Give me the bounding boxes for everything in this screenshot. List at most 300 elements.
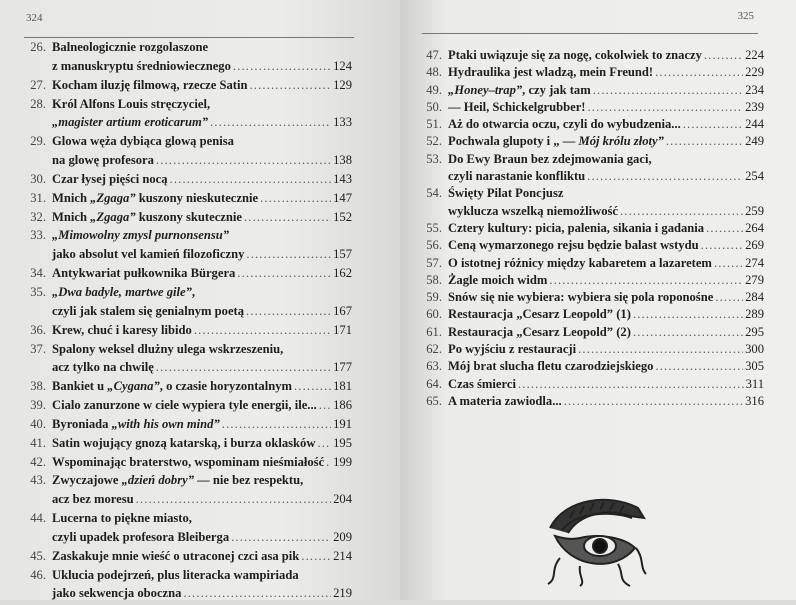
dot-leader <box>326 455 331 470</box>
toc-entry-line <box>420 377 764 394</box>
entry-title <box>52 511 192 526</box>
entry-title-italic: „Zgaga” <box>90 209 136 224</box>
dot-leader <box>194 323 331 338</box>
entry-title <box>52 398 317 413</box>
entry-title-part: Zwyczajowe <box>52 473 122 488</box>
toc-entry-line <box>24 247 352 266</box>
entry-page-number: 195 <box>333 435 352 450</box>
entry-page-number: 295 <box>745 324 764 339</box>
toc-entry-line <box>420 117 764 134</box>
toc-entry-line <box>24 153 352 172</box>
dot-leader <box>156 360 331 375</box>
toc-entry[interactable] <box>420 48 764 65</box>
entry-page-number: 224 <box>745 48 764 62</box>
toc-entry[interactable] <box>420 152 764 187</box>
entry-page-number: 269 <box>745 238 764 253</box>
toc-entry-line <box>24 511 352 530</box>
toc-entry[interactable] <box>420 377 764 394</box>
entry-number: 31. <box>30 190 46 205</box>
dot-leader <box>156 153 331 168</box>
entry-title-italic: „Honey–trap” <box>448 82 523 97</box>
toc-entry-line <box>420 307 764 324</box>
entry-title <box>52 492 134 507</box>
entry-page-number: 157 <box>333 247 352 262</box>
dot-leader <box>633 307 743 322</box>
entry-page-number: 167 <box>333 303 352 318</box>
entry-title-italic: „dzień dobry” <box>121 473 195 488</box>
entry-number: 29. <box>30 134 46 149</box>
entry-page-number: 133 <box>333 115 352 130</box>
header-rule <box>24 37 354 38</box>
entry-title <box>52 549 299 564</box>
entry-page-number: 186 <box>333 398 352 413</box>
toc-entry-line <box>420 359 764 376</box>
toc-entry[interactable] <box>420 256 764 273</box>
entry-title-part: A materia zawiodla... <box>448 393 562 408</box>
entry-title-part: Cialo zanurzone w ciele wypiera tyle energii, ile... <box>52 398 317 413</box>
entry-number: 50. <box>426 99 442 114</box>
entry-number: 37. <box>30 341 46 356</box>
entry-title <box>52 323 192 338</box>
dot-leader <box>578 342 743 357</box>
entry-title <box>448 100 585 115</box>
toc-entry-line <box>24 492 352 511</box>
toc-entry[interactable] <box>420 117 764 134</box>
entry-title <box>52 40 208 55</box>
entry-title-part: Kocham iluzję filmową, rzecze Satin <box>52 77 248 92</box>
entry-page-number: 249 <box>745 134 764 149</box>
entry-number: 47. <box>426 48 442 62</box>
entry-title <box>52 191 258 206</box>
dot-leader <box>620 204 743 219</box>
entry-page-number: 143 <box>333 171 352 186</box>
toc-entry[interactable] <box>420 186 764 221</box>
entry-title-part: Żagle moich widm <box>448 272 548 287</box>
entry-title-part: Glowa węża dybiąca glową penisa <box>52 134 234 149</box>
entry-page-number: 191 <box>333 416 352 431</box>
entry-title-part: Uklucia podejrzeń, plus literacka wampiriada <box>52 567 299 582</box>
toc-entry[interactable] <box>420 342 764 359</box>
entry-title-part: Czar łysej pięści nocą <box>52 171 168 186</box>
entry-title-part: Mój brat slucha fletu czarodziejskiego <box>448 359 654 374</box>
toc-list-left <box>24 40 352 605</box>
dot-leader <box>294 379 331 394</box>
toc-entry-line <box>420 100 764 117</box>
dot-leader <box>231 530 331 545</box>
entry-title <box>448 169 585 184</box>
entry-page-number: 124 <box>333 58 352 73</box>
entry-page-number: 138 <box>333 153 352 168</box>
entry-title-part: Mnich <box>52 190 91 205</box>
toc-entry-line <box>24 304 352 323</box>
toc-entry-line <box>420 256 764 273</box>
entry-title-part: czyli narastanie konfliktu <box>448 169 586 184</box>
toc-entry[interactable] <box>24 172 352 191</box>
entry-title-part: Aż do otwarcia oczu, czyli do wybudzenia... <box>448 117 681 132</box>
toc-entry-line <box>24 323 352 342</box>
entry-number: 43. <box>30 473 46 488</box>
entry-number: 55. <box>426 220 442 235</box>
toc-entry[interactable] <box>24 568 352 605</box>
entry-title-part: — nie bez respektu, <box>194 473 304 488</box>
toc-entry-line <box>24 568 352 587</box>
entry-number: 61. <box>426 324 442 339</box>
entry-page-number: 305 <box>745 359 764 374</box>
toc-entry[interactable] <box>24 323 352 342</box>
entry-number: 54. <box>426 186 442 201</box>
dot-leader <box>170 172 332 187</box>
entry-page-number: 204 <box>333 492 352 507</box>
entry-title <box>448 83 591 98</box>
entry-number: 40. <box>30 416 46 431</box>
entry-title <box>448 342 576 357</box>
toc-entry-line <box>24 191 352 210</box>
entry-title <box>52 285 195 300</box>
page-number-right: 325 <box>737 10 754 22</box>
entry-page-number: 284 <box>745 290 764 305</box>
toc-entry-line <box>24 115 352 134</box>
entry-page-number: 254 <box>745 169 764 184</box>
entry-page-number: 209 <box>333 529 352 544</box>
toc-entry[interactable] <box>24 40 352 78</box>
entry-title-part: jako sekwencja oboczna <box>52 586 182 601</box>
toc-entry-line <box>24 455 352 474</box>
entry-number: 60. <box>426 307 442 322</box>
toc-entry-line <box>24 210 352 229</box>
serpent-eye-ornament-icon <box>540 478 650 588</box>
entry-title <box>52 304 244 319</box>
entry-title <box>448 152 652 167</box>
entry-title-part: czyli upadek profesora Bleiberga <box>52 529 230 544</box>
entry-title-part: Restauracja „Cesarz Leopold” (1) <box>448 307 631 322</box>
dot-leader <box>319 398 331 413</box>
dot-leader <box>704 48 743 63</box>
entry-title-part: — Heil, Schickelgrubber! <box>448 99 586 114</box>
entry-number: 34. <box>30 266 46 281</box>
entry-number: 62. <box>426 342 442 357</box>
toc-entry-line <box>420 290 764 307</box>
entry-title <box>448 65 653 80</box>
entry-title-part: z manuskryptu średniowiecznego <box>52 58 231 73</box>
entry-title <box>52 228 229 243</box>
entry-title-part: Spalony weksel dlużny ulega wskrzeszeniu, <box>52 341 284 356</box>
toc-entry[interactable] <box>24 455 352 474</box>
toc-list-right <box>420 48 764 411</box>
toc-entry[interactable] <box>420 100 764 117</box>
dot-leader <box>317 436 331 451</box>
entry-title-part: Satin wojujący gnozą katarską, i burza oklasków <box>52 435 316 450</box>
toc-entry[interactable] <box>24 97 352 135</box>
entry-number: 38. <box>30 379 46 394</box>
toc-entry-line <box>24 530 352 549</box>
toc-entry-line <box>420 325 764 342</box>
entry-title <box>52 417 220 432</box>
entry-page-number: 234 <box>745 82 764 97</box>
entry-number: 56. <box>426 238 442 253</box>
dot-leader <box>715 290 743 305</box>
entry-title <box>52 78 248 93</box>
entry-number: 32. <box>30 209 46 224</box>
entry-title <box>52 379 292 394</box>
toc-entry[interactable] <box>420 238 764 255</box>
entry-title <box>448 394 562 409</box>
entry-title-part: Ptaki uwiązuje się za nogę, cokolwiek to znaczy <box>448 48 702 62</box>
toc-entry[interactable] <box>24 78 352 97</box>
dot-leader <box>593 83 743 98</box>
toc-entry-line <box>420 342 764 359</box>
entry-title-part: Mnich <box>52 209 91 224</box>
entry-title-part: , czy jak tam <box>522 82 591 97</box>
entry-page-number: 274 <box>745 255 764 270</box>
toc-entry[interactable] <box>24 417 352 436</box>
entry-title <box>52 568 299 583</box>
entry-page-number: 316 <box>745 393 764 408</box>
toc-entry-line <box>24 473 352 492</box>
toc-entry-line <box>24 342 352 361</box>
entry-number: 27. <box>30 77 46 92</box>
entry-title-italic: „with his own mind” <box>111 416 220 431</box>
entry-title <box>52 134 234 149</box>
dot-leader <box>250 78 332 93</box>
entry-title <box>52 436 315 451</box>
toc-entry-line <box>24 398 352 417</box>
dot-leader <box>587 169 743 184</box>
dot-leader <box>183 586 331 601</box>
toc-entry-line <box>420 65 764 82</box>
toc-entry[interactable] <box>420 134 764 151</box>
entry-title <box>52 153 154 168</box>
entry-title <box>448 377 516 392</box>
dot-leader <box>244 210 331 225</box>
dot-leader <box>564 394 743 409</box>
entry-page-number: 199 <box>333 454 352 469</box>
entry-title-part: Cztery kultury: picia, palenia, sikania i gadania <box>448 220 705 235</box>
entry-title <box>52 530 229 545</box>
dot-leader <box>301 549 331 564</box>
entry-number: 59. <box>426 290 442 305</box>
dot-leader <box>633 325 743 340</box>
toc-entry-line <box>24 266 352 285</box>
toc-entry-line <box>420 186 764 203</box>
toc-entry-line <box>420 204 764 221</box>
toc-entry-line <box>24 360 352 379</box>
entry-page-number: 162 <box>333 266 352 281</box>
entry-title <box>448 307 631 322</box>
entry-title-part: Pochwala glupoty i „ — <box>448 134 579 149</box>
dot-leader <box>222 417 331 432</box>
entry-title-italic: „magister artium eroticarum” <box>52 115 209 130</box>
toc-entry[interactable] <box>24 549 352 568</box>
entry-number: 42. <box>30 454 46 469</box>
dot-leader <box>518 377 744 392</box>
entry-title-part: acz tylko na chwilę <box>52 360 154 375</box>
entry-title <box>448 117 681 132</box>
entry-number: 49. <box>426 82 442 97</box>
toc-entry[interactable] <box>420 325 764 342</box>
entry-page-number: 244 <box>745 117 764 132</box>
toc-entry-line <box>420 238 764 255</box>
entry-number: 36. <box>30 322 46 337</box>
toc-entry[interactable] <box>24 191 352 210</box>
entry-number: 51. <box>426 117 442 132</box>
toc-entry-line <box>420 221 764 238</box>
entry-title <box>448 134 664 149</box>
toc-entry[interactable] <box>420 290 764 307</box>
dot-leader <box>714 256 743 271</box>
entry-title <box>52 172 168 187</box>
toc-entry[interactable] <box>24 398 352 417</box>
dot-leader <box>666 134 743 149</box>
toc-entry[interactable] <box>24 342 352 380</box>
entry-title-part: Święty Pilat Poncjusz <box>448 186 564 201</box>
entry-page-number: 152 <box>333 209 352 224</box>
dot-leader <box>237 266 331 281</box>
entry-title-part: Restauracja „Cesarz Leopold” (2) <box>448 324 631 339</box>
toc-entry-line <box>24 78 352 97</box>
dot-leader <box>233 59 331 74</box>
dot-leader <box>706 221 743 236</box>
entry-page-number: 214 <box>333 548 352 563</box>
toc-entry-line <box>24 40 352 59</box>
entry-title <box>448 238 699 253</box>
entry-title-italic: Mój królu złoty” <box>578 134 664 149</box>
entry-title-part: Wspominając braterstwo, wspominam nieśmiałość <box>52 454 325 469</box>
toc-entry[interactable] <box>24 285 352 323</box>
toc-entry[interactable] <box>24 436 352 455</box>
toc-entry[interactable] <box>420 394 764 411</box>
entry-page-number: 259 <box>745 203 764 218</box>
entry-title-part: Ceną wymarzonego rejsu będzie balast wstydu <box>448 238 699 253</box>
entry-title <box>448 359 653 374</box>
entry-title <box>52 59 231 74</box>
toc-entry[interactable] <box>420 83 764 100</box>
entry-page-number: 279 <box>745 272 764 287</box>
toc-entry[interactable] <box>24 134 352 172</box>
entry-title-part: kuszony skutecznie <box>135 209 242 224</box>
dot-leader <box>136 492 332 507</box>
entry-number: 64. <box>426 376 442 391</box>
entry-title-part: Snów się nie wybiera: wybiera się pola roponośne <box>448 290 714 305</box>
entry-title <box>448 290 713 305</box>
dot-leader <box>655 65 743 80</box>
entry-page-number: 229 <box>745 65 764 80</box>
entry-title <box>52 115 208 130</box>
entry-number: 52. <box>426 134 442 149</box>
toc-entry[interactable] <box>420 273 764 290</box>
entry-title <box>52 97 210 112</box>
toc-entry[interactable] <box>24 210 352 229</box>
left-page <box>0 0 400 600</box>
dot-leader <box>655 359 743 374</box>
entry-number: 45. <box>30 548 46 563</box>
dot-leader <box>246 247 331 262</box>
entry-title-part: wyklucza wszelką niemożliwość <box>448 203 618 218</box>
dot-leader <box>683 117 743 132</box>
entry-title <box>52 247 244 262</box>
toc-entry[interactable] <box>24 228 352 266</box>
toc-entry[interactable] <box>420 221 764 238</box>
entry-page-number: 239 <box>745 99 764 114</box>
entry-title-part: Do Ewy Braun bez zdejmowania gaci, <box>448 151 652 166</box>
toc-entry-line <box>24 134 352 153</box>
toc-entry-line <box>24 586 352 605</box>
toc-entry-line <box>24 228 352 247</box>
dot-leader <box>246 304 331 319</box>
entry-title-part: O istotnej różnicy między kabaretem a lazaretem <box>448 255 712 270</box>
entry-title-part: Antykwariat pułkownika Bürgera <box>52 266 236 281</box>
toc-entry-line <box>420 48 764 65</box>
entry-number: 39. <box>30 398 46 413</box>
entry-number: 44. <box>30 511 46 526</box>
header-rule <box>422 33 758 34</box>
entry-title-part: jako absolut vel kamień filozoficzny <box>52 247 245 262</box>
toc-entry-line <box>420 134 764 151</box>
toc-entry[interactable] <box>24 379 352 398</box>
entry-title-part: , o czasie horyzontalnym <box>159 379 292 394</box>
toc-entry[interactable] <box>420 307 764 324</box>
toc-entry-line <box>24 59 352 78</box>
toc-entry[interactable] <box>420 359 764 376</box>
entry-title <box>52 455 324 470</box>
entry-title <box>52 586 181 601</box>
right-page <box>400 0 796 600</box>
toc-entry-line <box>24 172 352 191</box>
entry-number: 53. <box>426 151 442 166</box>
entry-title-part: Lucerna to piękne miasto, <box>52 511 192 526</box>
entry-number: 30. <box>30 171 46 186</box>
entry-page-number: 181 <box>333 379 352 394</box>
entry-title <box>52 473 303 488</box>
toc-entry-line <box>24 379 352 398</box>
toc-entry-line <box>24 436 352 455</box>
entry-page-number: 177 <box>333 360 352 375</box>
entry-title-part: Byroniada <box>52 416 112 431</box>
entry-title-part: Bankiet u <box>52 379 108 394</box>
entry-title <box>52 266 235 281</box>
toc-entry[interactable] <box>420 65 764 82</box>
entry-title-italic: „Zgaga” <box>90 190 136 205</box>
entry-title <box>448 48 702 63</box>
entry-title-italic: „Dwa badyle, martwe gile” <box>52 284 192 299</box>
toc-entry-line <box>420 83 764 100</box>
entry-page-number: 129 <box>333 77 352 92</box>
toc-entry-line <box>420 394 764 411</box>
dot-leader <box>210 115 331 130</box>
entry-number: 57. <box>426 255 442 270</box>
entry-title-part: , <box>191 284 196 299</box>
entry-page-number: 289 <box>745 307 764 322</box>
entry-title <box>448 186 563 201</box>
toc-entry[interactable] <box>24 511 352 549</box>
entry-title-part: na glowę profesora <box>52 153 154 168</box>
entry-page-number: 147 <box>333 190 352 205</box>
entry-title-part: acz bez moresu <box>52 492 134 507</box>
entry-title <box>448 204 618 219</box>
entry-title-part: Po wyjściu z restauracji <box>448 342 577 357</box>
toc-entry[interactable] <box>24 473 352 511</box>
entry-page-number: 171 <box>333 322 352 337</box>
toc-entry-line <box>420 152 764 169</box>
entry-title <box>448 273 547 288</box>
toc-entry[interactable] <box>24 266 352 285</box>
entry-number: 35. <box>30 284 46 299</box>
entry-title-part: Krew, chuć i karesy libido <box>52 322 192 337</box>
entry-number: 46. <box>30 567 46 582</box>
entry-title <box>448 221 704 236</box>
entry-number: 58. <box>426 272 442 287</box>
dot-leader <box>260 191 331 206</box>
toc-entry-line <box>420 169 764 186</box>
